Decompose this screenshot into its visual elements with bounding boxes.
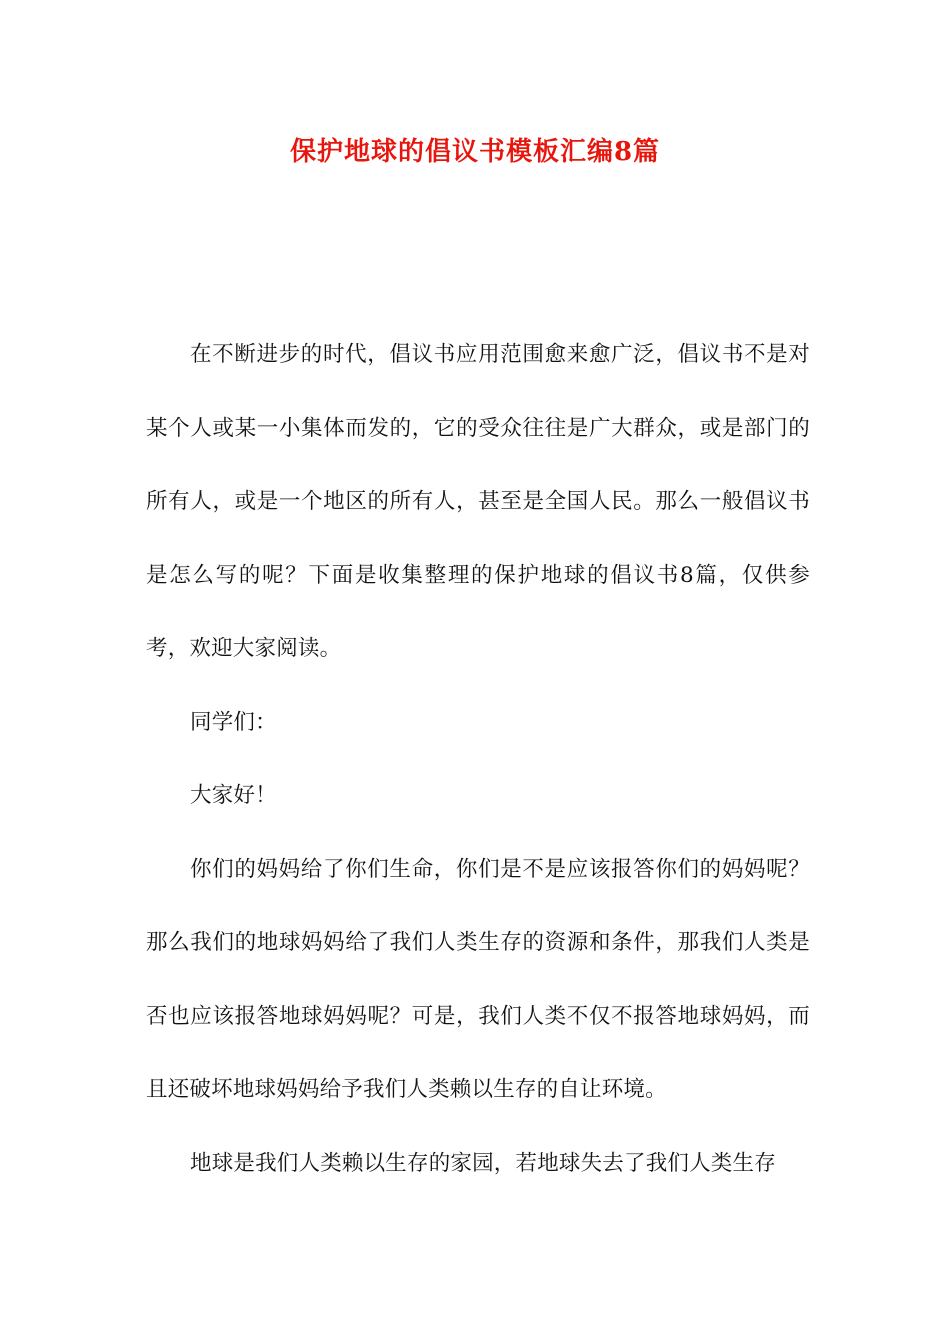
paragraph-mother-earth: 你们的妈妈给了你们生命，你们是不是应该报答你们的妈妈呢？那么我们的地球妈妈给了我们人类生存的资源和条件，那我们人类是否也应该报答地球妈妈呢？可是，我们人类不仅不报答地球妈妈，而且还破坏地球妈妈给予我们人类赖以生存的自让环境。 <box>146 856 810 1102</box>
paragraph-home: 地球是我们人类赖以生存的家园，若地球失去了我们人类生存 <box>190 1150 776 1176</box>
document-title: 保护地球的倡议书模板汇编8篇 <box>289 137 661 167</box>
paragraph-salutation: 同学们： <box>190 709 277 735</box>
document-body <box>146 318 810 1200</box>
paragraph-greeting: 大家好！ <box>190 783 277 808</box>
paragraph-intro: 在不断进步的时代，倡议书应用范围愈来愈广泛，倡议书不是对某个人或某一小集体而发的，它的受众往往是广大群众，或是部门的所有人，或是一个地区的所有人，甚至是全国人民。那么一般倡议书是怎么写的呢？下面是收集整理的保护地球的倡议书8篇，仅供参考，欢迎大家阅读。 <box>146 342 810 661</box>
